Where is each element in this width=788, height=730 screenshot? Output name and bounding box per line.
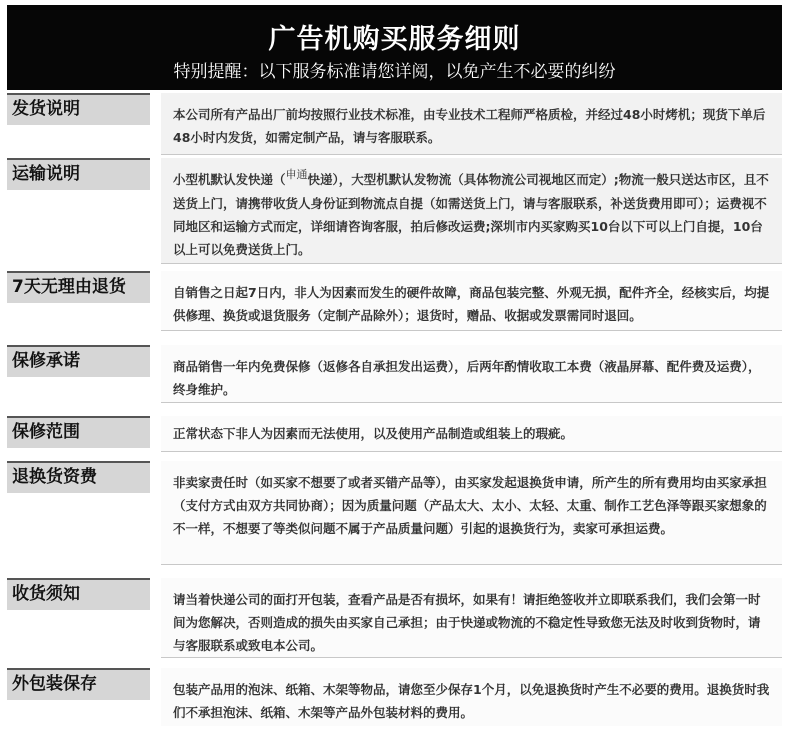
section-label: 运输说明 — [7, 158, 150, 190]
section-label: 退换货资费 — [7, 461, 150, 493]
page-subtitle: 特别提醒：以下服务标准请您详阅，以免产生不必要的纠纷 — [173, 62, 616, 82]
courier-name: 申通 — [285, 168, 308, 181]
section-label: 保修承诺 — [7, 345, 150, 377]
section-label: 保修范围 — [7, 416, 150, 448]
page-title: 广告机购买服务细则 — [268, 24, 521, 55]
section-label: 7天无理由退货 — [7, 271, 150, 303]
section-label: 外包装保存 — [7, 668, 150, 700]
section-text: 包装产品用的泡沫、纸箱、木架等物品，请您至少保存1个月，以免退换货时产生不必要的费用。退换货时我们不承担泡沫、纸箱、木架等产品外包装材料的费用。 — [161, 668, 782, 726]
page-header — [7, 5, 782, 90]
section-text — [161, 158, 782, 264]
section-text: 正常状态下非人为因素而无法使用，以及使用产品制造或组装上的瑕疵。 — [161, 416, 782, 452]
section-label: 发货说明 — [7, 93, 150, 125]
section-text-part: 小型机默认发快递（ — [173, 172, 286, 187]
section-text: 请当着快递公司的面打开包装，查看产品是否有损坏，如果有！请拒绝签收并立即联系我们，我们会第一时间为您解决，否则造成的损失由买家自己承担；由于快递或物流的不稳定性导致您无法及时收到货物时，请与客服联系或致电本公司。 — [161, 578, 782, 658]
section-label: 收货须知 — [7, 578, 150, 610]
section-text: 本公司所有产品出厂前均按照行业技术标准，由专业技术工程师严格质检，并经过48小时烤机；现货下单后48小时内发货，如需定制产品，请与客服联系。 — [161, 93, 782, 155]
section-text: 非卖家责任时（如买家不想要了或者买错产品等），由买家发起退换货申请，所产生的所有费用均由买家承担（支付方式由双方共同协商）；因为质量问题（产品太大、太小、太轻、太重、制作工艺色泽等跟买家想象的不一样，不想要了等类似问题不属于产品质量问题）引起的退换货行为，卖家可承担运费。 — [161, 461, 782, 565]
section-text-part: 快递），大型机默认发物流（具体物流公司视地区而定）;物流一般只送达市区，且不送货上门，请携带收货人身份证到物流点自提（如需送货上门，请与客服联系，补送货费用即可）；运费视不同地区和运输方式而定，详细请咨询客服，拍后修改运费;深圳市内买家购买10台以下可以上门自提，10台以上可以免费送货上门。 — [173, 172, 769, 257]
section-text: 自销售之日起7日内，非人为因素而发生的硬件故障，商品包装完整、外观无损，配件齐全，经核实后，均提供修理、换货或退货服务（定制产品除外）；退货时，赠品、收据或发票需同时退回。 — [161, 271, 782, 331]
section-text: 商品销售一年内免费保修（返修各自承担发出运费），后两年酌情收取工本费（液晶屏幕、配件费及运费），终身维护。 — [161, 345, 782, 403]
